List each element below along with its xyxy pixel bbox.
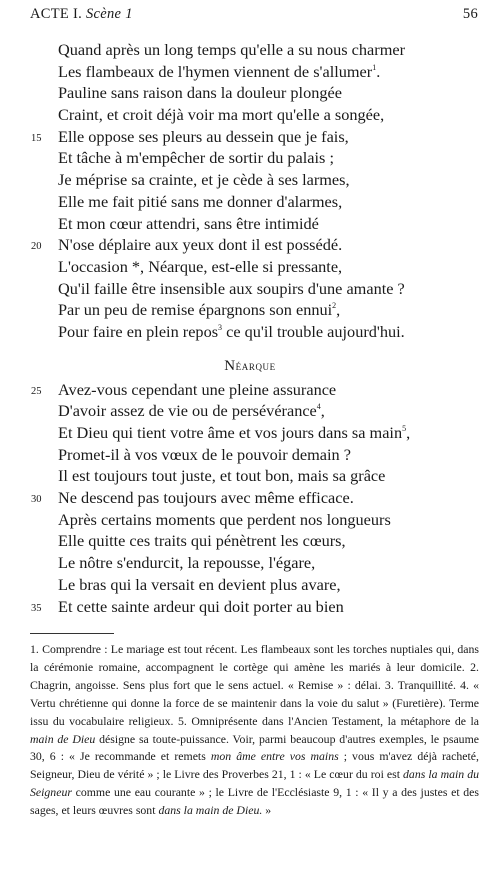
verse-text: [58, 278, 405, 300]
scene-label: Scène 1: [85, 6, 133, 22]
footnote-italic: dans la main de Dieu.: [158, 803, 263, 818]
verse-punctuation: .: [376, 61, 381, 81]
act-scene-label: [30, 6, 133, 23]
verse-words: Il est toujours tout juste, et tout bon, mais sa grâce: [58, 466, 386, 486]
verse-line: [0, 465, 500, 487]
footnote-reference: 1: [372, 62, 377, 72]
verse-line: [0, 552, 500, 574]
verse-line: [0, 256, 500, 278]
speaker-initial: N: [224, 357, 236, 374]
line-number: 30: [31, 494, 42, 506]
verse-line: [0, 147, 500, 169]
verse-words: Pauline sans raison dans la douleur plongée: [58, 83, 342, 103]
verse-line: [0, 379, 500, 401]
footnote-text: [30, 641, 479, 820]
footnote-segment: désigne sa toute-puissance. Voir, parmi beaucoup d'autres exemples, le psaume 30, 6 : « Je recommande et remets: [30, 731, 479, 764]
verse-line: [0, 530, 500, 552]
verse-words: Pour faire en plein repos: [58, 321, 219, 341]
verse-punctuation: ,: [406, 423, 411, 442]
verse-words: Et tâche à m'empêcher de sortir du palais ;: [58, 148, 334, 168]
verse-words: Le bras qui la versait en devient plus avare,: [58, 574, 341, 594]
act-label: ACTE I.: [30, 6, 83, 22]
verse-text: [58, 400, 325, 422]
verse-line: [0, 422, 500, 444]
verse-line: [0, 61, 500, 83]
verse-text: [58, 169, 350, 191]
footnote-italic: mon âme entre vos mains: [210, 749, 339, 764]
verse-text: [58, 530, 346, 552]
verse-line: [0, 234, 500, 256]
verse-words: Quand après un long temps qu'elle a su nous charmer: [58, 40, 406, 59]
verses-polyeucte: [0, 39, 500, 343]
verse-words: Qu'il faille être insensible aux soupirs d'une amante ?: [58, 278, 405, 298]
verse-text: [58, 321, 405, 343]
verse-punctuation: ce qu'il trouble aujourd'hui.: [222, 321, 405, 341]
verse-words: N'ose déplaire aux yeux dont il est possédé.: [58, 235, 343, 255]
verse-line: [0, 299, 500, 321]
footnote-segment: ; vous m'avez déjà racheté, Seigneur, Dieu de vérité » ; le Livre des Proverbes 21, 1 : « Le cœur du roi est: [30, 749, 479, 782]
verse-text: [58, 213, 319, 235]
line-number: 35: [31, 602, 42, 614]
verse-punctuation: ,: [336, 300, 341, 320]
footnote-segment: 1. Comprendre : Le mariage est tout récent. Les flambeaux sont les torches nuptiales qui, dans la cérémonie romaine, accompagnent le cortège qui amène les mariés à leur domicile. 2. Chagrin, angoisse. Sens plus fort que le sens actuel. « Remise » : délai. 3. Tranquillité. 4. « Vertu chrétienne qui donne la force de se maintenir dans la voie du salut » (Furetière). Terme issu du vocabulaire religieux. 5. Omniprésente dans l'Ancien Testament, la métaphore de la: [30, 642, 479, 728]
verse-words: Et Dieu qui tient votre âme et vos jours dans sa main: [58, 423, 403, 442]
verse-words: Avez-vous cependant une pleine assurance: [58, 379, 337, 399]
verse-punctuation: ,: [320, 401, 325, 421]
verse-line: [0, 39, 500, 61]
verse-words: Et cette sainte ardeur qui doit porter au bien: [58, 596, 344, 616]
speaker-rest: éarque: [235, 358, 276, 373]
verse-words: D'avoir assez de vie ou de persévérance: [58, 401, 317, 421]
verse-text: [58, 422, 410, 444]
footnote-italic: main de Dieu: [30, 731, 96, 746]
verse-words: Elle oppose ses pleurs au dessein que je fais,: [58, 126, 349, 146]
running-header: [30, 6, 478, 26]
verse-text: [58, 234, 342, 256]
verse-words: Je méprise sa crainte, et je cède à ses larmes,: [58, 170, 350, 190]
verse-text: [58, 39, 405, 61]
page-number: 56: [462, 6, 478, 22]
verse-line: [0, 509, 500, 531]
line-number: 25: [31, 385, 42, 397]
verse-text: [58, 509, 391, 531]
verse-line: [0, 321, 500, 343]
verse-text: [58, 61, 380, 83]
verse-line: [0, 444, 500, 466]
verse-text: [58, 147, 334, 169]
verse-words: Après certains moments que perdent nos longueurs: [58, 509, 391, 529]
verse-words: Elle me fait pitié sans me donner d'alarmes,: [58, 191, 343, 211]
verse-text: [58, 444, 351, 466]
footnote-reference: 3: [218, 322, 223, 332]
verse-text: [58, 487, 354, 509]
verse-line: [0, 104, 500, 126]
verse-words: Ne descend pas toujours avec même efficace.: [58, 488, 354, 508]
verse-text: [58, 574, 341, 596]
verse-text: [58, 299, 340, 321]
verse-line: [0, 126, 500, 148]
verse-text: [58, 82, 342, 104]
verses-nearque: [0, 379, 500, 618]
verse-text: [58, 256, 342, 278]
verse-words: Elle quitte ces traits qui pénètrent les cœurs,: [58, 531, 346, 551]
verse-text: [58, 126, 349, 148]
verse-line: [0, 213, 500, 235]
verse-text: [58, 552, 315, 574]
verse-line: [0, 574, 500, 596]
verse-words: Craint, et croit déjà voir ma mort qu'elle a songée,: [58, 105, 385, 125]
verse-words: Les flambeaux de l'hymen viennent de s'allumer: [58, 61, 373, 81]
footnotes: [30, 641, 479, 820]
footnote-reference: 5: [402, 424, 407, 433]
verse-words: Le nôtre s'endurcit, la repousse, l'égare,: [58, 553, 316, 573]
verse-text: [58, 191, 342, 213]
verse-line: [0, 191, 500, 213]
line-number: 20: [31, 241, 42, 253]
verse-line: [0, 400, 500, 422]
verse-words: Promet-il à vos vœux de le pouvoir demain ?: [58, 444, 351, 464]
footnote-segment: comme une eau courante » ; le Livre de l'Ecclésiaste 9, 1 : « Il y a des justes et des sages, et leurs œuvres sont: [30, 785, 479, 818]
verse-block: [0, 39, 500, 617]
footnote-reference: 2: [332, 301, 337, 311]
verse-text: [58, 379, 336, 401]
verse-words: L'occasion *, Néarque, est-elle si pressante,: [58, 256, 343, 276]
verse-line: [0, 169, 500, 191]
footnote-italic: dans la main du Seigneur: [30, 767, 479, 800]
footnote-rule: [30, 633, 114, 634]
verse-words: Par un peu de remise épargnons son ennui: [58, 300, 333, 320]
verse-words: Et mon cœur attendri, sans être intimidé: [58, 213, 319, 233]
speaker-name: [0, 343, 500, 379]
verse-line: [0, 596, 500, 618]
verse-line: [0, 278, 500, 300]
verse-line: [0, 487, 500, 509]
footnote-reference: 4: [316, 402, 321, 412]
verse-text: [58, 465, 385, 487]
line-number: 15: [31, 132, 42, 144]
footnote-segment: »: [262, 803, 272, 818]
verse-line: [0, 82, 500, 104]
verse-text: [58, 596, 344, 618]
verse-text: [58, 104, 384, 126]
